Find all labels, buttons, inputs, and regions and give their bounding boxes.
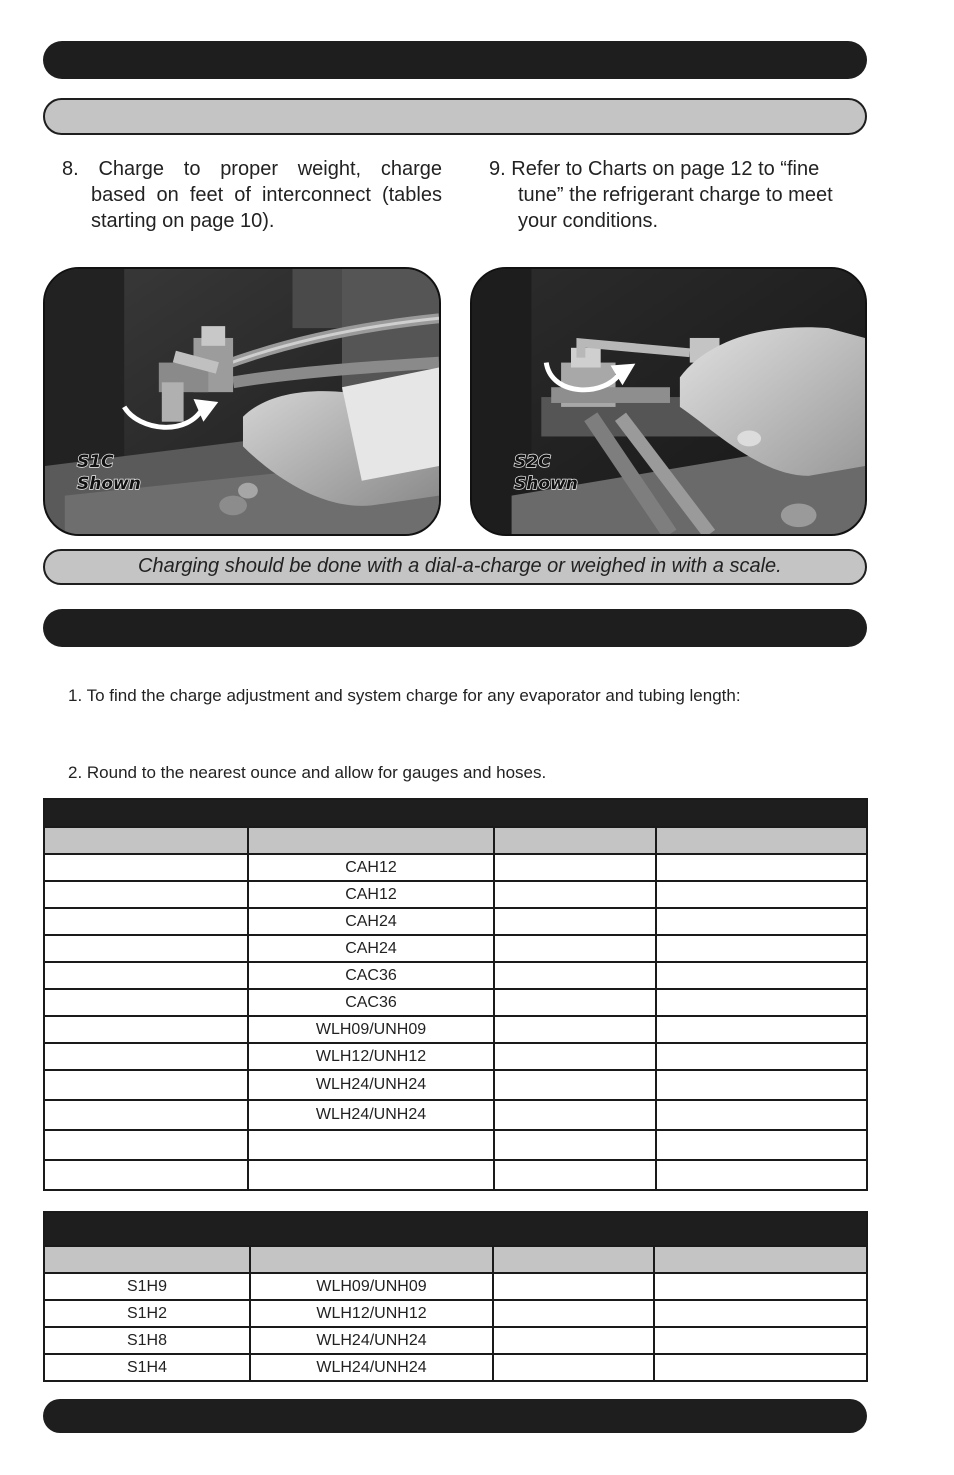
- table-cell: [44, 935, 248, 962]
- table-1-header-cell: [494, 827, 656, 854]
- table-cell: WLH24/UNH24: [248, 1100, 494, 1130]
- table-cell: CAH24: [248, 908, 494, 935]
- table-cell: [493, 1327, 654, 1354]
- table-cell: [494, 881, 656, 908]
- service-valve-photo-left: [43, 267, 441, 536]
- step-8-number: 8.: [62, 158, 79, 180]
- table-cell: [493, 1273, 654, 1300]
- table-row: [44, 1070, 867, 1100]
- table-row: [44, 1354, 867, 1381]
- left-caption-shown: Shown: [77, 474, 141, 494]
- table-cell: [494, 1160, 656, 1190]
- table-cell: WLH24/UNH24: [250, 1354, 493, 1381]
- table-row: [44, 962, 867, 989]
- table-cell: S1H9: [44, 1273, 250, 1300]
- instruction-1: 1. To find the charge adjustment and system charge for any evaporator and tubing length:: [68, 686, 741, 705]
- table-cell: [656, 908, 867, 935]
- table-cell: [44, 989, 248, 1016]
- table-cell: [494, 1070, 656, 1100]
- table-row: [44, 1016, 867, 1043]
- step-8-text: [62, 156, 442, 234]
- table-row: [44, 1100, 867, 1130]
- top-section-header-bar: [43, 41, 867, 79]
- table-cell: [493, 1300, 654, 1327]
- step-9-line-1: Refer to Charts on page 12 to “fine: [511, 158, 820, 180]
- table-cell: [656, 854, 867, 881]
- table-row: [44, 935, 867, 962]
- charging-note-text: Charging should be done with a dial-a-charge or weighed in with a scale.: [138, 555, 782, 577]
- table-cell: [656, 1070, 867, 1100]
- table-row: [44, 1300, 867, 1327]
- table-cell: [44, 908, 248, 935]
- table-cell: [656, 962, 867, 989]
- table-cell: [494, 1043, 656, 1070]
- step-9-first-line: [489, 156, 869, 182]
- table-cell: [494, 1130, 656, 1160]
- table-cell: CAH24: [248, 935, 494, 962]
- table-cell: [248, 1160, 494, 1190]
- table-cell: [656, 1016, 867, 1043]
- table-cell: CAC36: [248, 989, 494, 1016]
- table-cell: [654, 1354, 867, 1381]
- table-cell: CAH12: [248, 854, 494, 881]
- left-photo-caption: [77, 451, 141, 495]
- table-cell: S1H8: [44, 1327, 250, 1354]
- table-1-header-cell: [44, 827, 248, 854]
- table-cell: [44, 1100, 248, 1130]
- left-caption-model: S1C: [77, 452, 114, 472]
- table-row: [44, 1043, 867, 1070]
- table-cell: [44, 1130, 248, 1160]
- table-cell: [44, 854, 248, 881]
- table-cell: [656, 1160, 867, 1190]
- right-photo-caption: [514, 451, 578, 495]
- table-1-header-cell: [248, 827, 494, 854]
- table-1-header-row: [44, 827, 867, 854]
- table-cell: [656, 989, 867, 1016]
- table-cell: [656, 881, 867, 908]
- table-row: [44, 1273, 867, 1300]
- table-cell: [248, 1130, 494, 1160]
- table-1-title-row: [44, 799, 867, 827]
- top-subheader-bar: [43, 98, 867, 135]
- table-cell: [656, 935, 867, 962]
- table-2-header-cell: [493, 1246, 654, 1273]
- table-cell: WLH09/UNH09: [248, 1016, 494, 1043]
- table-cell: WLH24/UNH24: [250, 1327, 493, 1354]
- step-9-line-3: your conditions.: [518, 210, 659, 232]
- step-9-line-2: tune” the refrigerant charge to meet: [518, 184, 833, 206]
- table-cell: [494, 989, 656, 1016]
- step-8-line-2: based on feet of interconnect (tables: [91, 184, 442, 206]
- table-row: [44, 1327, 867, 1354]
- table-cell: S1H2: [44, 1300, 250, 1327]
- table-row: [44, 881, 867, 908]
- step-8-line-3: starting on page 10).: [91, 210, 275, 232]
- table-cell: [494, 962, 656, 989]
- charge-table-2: [43, 1211, 868, 1382]
- table-cell: WLH09/UNH09: [250, 1273, 493, 1300]
- table-cell: [656, 1100, 867, 1130]
- table-cell: CAH12: [248, 881, 494, 908]
- step-9-number: 9.: [489, 158, 506, 180]
- table-2-header-cell: [654, 1246, 867, 1273]
- table-2-title-cell: [44, 1212, 867, 1246]
- table-cell: [654, 1327, 867, 1354]
- table-cell: [44, 1160, 248, 1190]
- table-cell: [44, 962, 248, 989]
- table-2-title-row: [44, 1212, 867, 1246]
- table-cell: CAC36: [248, 962, 494, 989]
- table-cell: WLH12/UNH12: [248, 1043, 494, 1070]
- table-cell: [44, 1070, 248, 1100]
- right-caption-shown: Shown: [514, 474, 578, 494]
- table-cell: S1H4: [44, 1354, 250, 1381]
- footer-bar: [43, 1399, 867, 1433]
- table-row: [44, 1160, 867, 1190]
- table-1-title-cell: [44, 799, 867, 827]
- table-row: [44, 854, 867, 881]
- table-row: [44, 989, 867, 1016]
- table-cell: [654, 1273, 867, 1300]
- table-cell: WLH24/UNH24: [248, 1070, 494, 1100]
- table-cell: [494, 908, 656, 935]
- service-valve-photo-right: [470, 267, 867, 536]
- table-cell: [494, 854, 656, 881]
- table-cell: [656, 1043, 867, 1070]
- charge-section-header-bar: [43, 609, 867, 647]
- step-9-text: [489, 156, 869, 234]
- step-8-first-line: [62, 156, 442, 182]
- table-cell: [44, 1016, 248, 1043]
- table-cell: [44, 1043, 248, 1070]
- table-cell: [494, 935, 656, 962]
- instruction-2: 2. Round to the nearest ounce and allow for gauges and hoses.: [68, 763, 547, 782]
- table-row: [44, 1130, 867, 1160]
- table-2-header-cell: [250, 1246, 493, 1273]
- table-cell: [493, 1354, 654, 1381]
- step-8-line-1: Charge to proper weight, charge: [98, 158, 442, 180]
- table-cell: [654, 1300, 867, 1327]
- right-caption-model: S2C: [514, 452, 551, 472]
- table-cell: [656, 1130, 867, 1160]
- table-2-header-cell: [44, 1246, 250, 1273]
- table-1-header-cell: [656, 827, 867, 854]
- table-row: [44, 908, 867, 935]
- table-cell: [494, 1016, 656, 1043]
- table-cell: [494, 1100, 656, 1130]
- table-cell: WLH12/UNH12: [250, 1300, 493, 1327]
- table-2-header-row: [44, 1246, 867, 1273]
- charge-table-1: [43, 798, 868, 1191]
- table-cell: [44, 881, 248, 908]
